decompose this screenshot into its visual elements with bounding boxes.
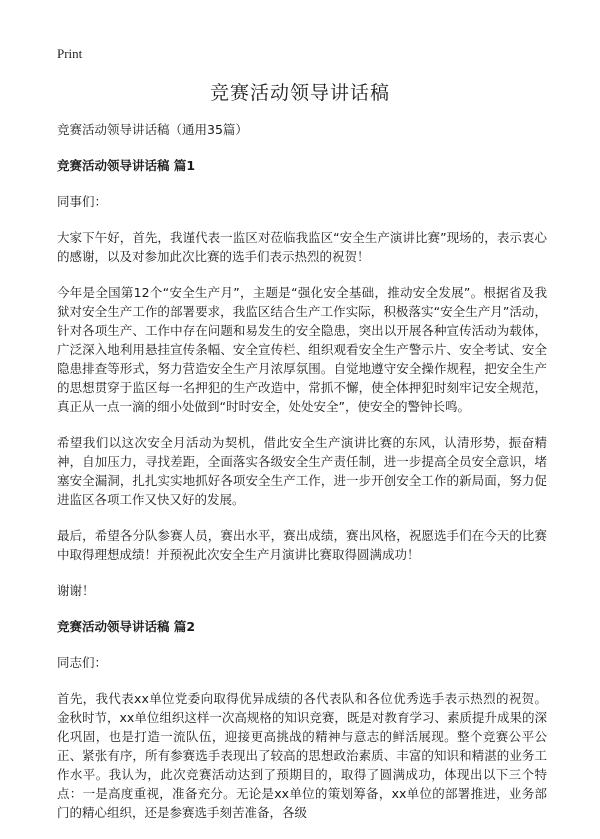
section-heading-2: 竞赛活动领导讲话稿 篇2 — [57, 619, 196, 634]
document-subtitle: 竞赛活动领导讲话稿（通用35篇） — [57, 122, 248, 137]
paragraph: 最后，希望各分队参赛人员，赛出水平，赛出成绩，赛出风格，祝愿选手们在今天的比赛中取得理想成绩！并预祝此次安全生产月演讲比赛取得圆满成功！ — [57, 528, 547, 562]
salutation-1: 同事们： — [57, 194, 108, 209]
salutation-2: 同志们： — [57, 655, 108, 670]
document-title: 竞赛活动领导讲话稿 — [209, 82, 390, 104]
section-heading-1: 竞赛活动领导讲话稿 篇1 — [57, 158, 196, 173]
document-body — [57, 120, 547, 839]
paragraph: 大家下午好，首先，我谨代表一监区对莅临我监区“安全生产演讲比赛”现场的，表示衷心的感谢，以及对参加此次比赛的选手们表示热烈的祝贺！ — [57, 230, 547, 264]
paragraph: 首先，我代表xx单位党委向取得优异成绩的各代表队和各位优秀选手表示热烈的祝贺。 金秋时节，xx单位组织这样一次高规格的知识竞赛，既是对教育学习、素质提升成果的深化巩固，也是打造一流队伍，迎接更高挑战的精神与意志的鲜活展现。整个竞赛公平公正、紧张有序，所有参赛选手表现出了较高的思想政治素质、丰富的知识和精湛的业务工作水平。我认为，此次竞赛活动达到了预期目的，取得了圆满成功，体现出以下三个特点：一是高度重视，准备充分。无论是xx单位的策划筹备，xx单位的部署推进，业务部门的精心组织，还是参赛选手刻苦准备，各级 — [57, 691, 547, 820]
paragraph: 希望我们以这次安全月活动为契机，借此安全生产演讲比赛的东风，认清形势，振奋精神，自加压力，寻找差距，全面落实各级安全生产责任制，进一步提高全员安全意识，堵塞安全漏洞，扎扎实实地抓好各项安全生产工作，进一步开创安全工作的新局面，努力促进监区各项工作又快又好的发展。 — [57, 435, 547, 507]
closing-thanks: 谢谢！ — [57, 583, 95, 598]
paragraph: 今年是全国第12个“安全生产月”，主题是“强化安全基础，推动安全发展”。根据省及我狱对安全生产工作的部署要求，我监区结合生产工作实际，积极落实“安全生产月”活动，针对各项生产、工作中存在问题和易发生的安全隐患，突出以开展各种宣传活动为载体，广泛深入地利用悬挂宣传条幅、安全宣传栏、组织观看安全生产警示片、安全考试、安全隐患排查等形式，努力营造安全生产月浓厚氛围。自觉地遵守安全操作规程，把安全生产的思想贯穿于监区每一名押犯的生产改造中，常抓不懈，使全体押犯时刻牢记安全规范，真正从一点一滴的细小处做到“时时安全，处处安全”，使安全的警钟长鸣。 — [57, 285, 547, 414]
print-link[interactable]: Print — [57, 46, 83, 61]
